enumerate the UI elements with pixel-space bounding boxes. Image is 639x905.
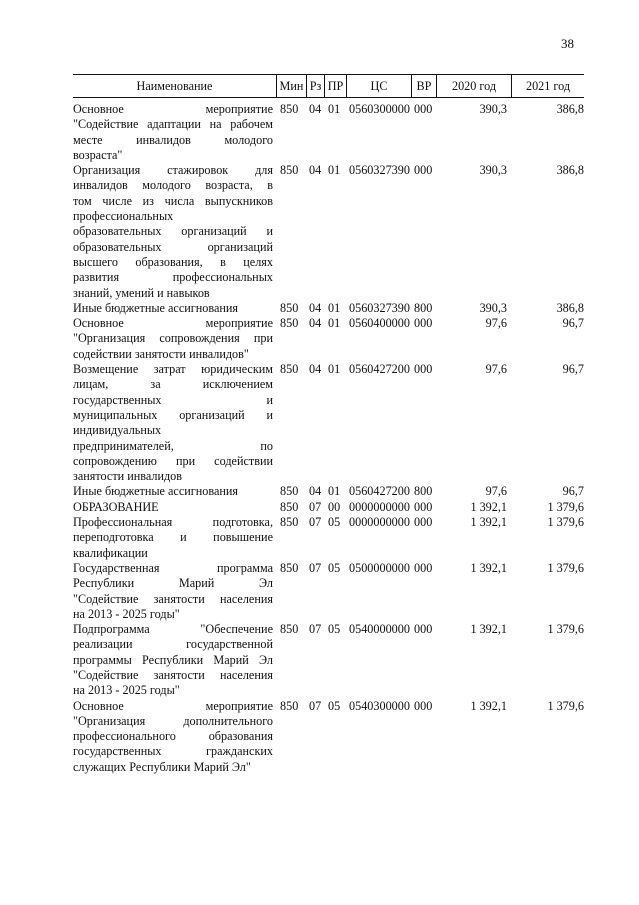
- row-cs: 0560427200: [349, 484, 410, 499]
- row-name-line: сопровождению при содействии: [73, 453, 273, 468]
- row-name: [73, 484, 273, 499]
- row-pr: 05: [328, 622, 341, 637]
- row-min: 850: [280, 499, 299, 514]
- row-name-line: реализации государственной: [73, 637, 273, 652]
- row-2020: 1 392,1: [470, 560, 507, 575]
- row-min: 850: [280, 484, 299, 499]
- row-name-line: на 2013 - 2025 годы": [73, 606, 180, 621]
- row-name-line: Иные бюджетные ассигнования: [73, 300, 239, 315]
- header-2021: 2021 год: [511, 75, 584, 97]
- row-rz: 07: [309, 499, 322, 514]
- row-name-line: развития профессиональных: [73, 270, 273, 285]
- table-row: [73, 163, 584, 301]
- row-name-line: переподготовка и повышение: [73, 530, 273, 545]
- row-rz: 04: [309, 362, 322, 377]
- row-cs: 0540300000: [349, 698, 410, 713]
- row-name-line: государственных и: [73, 392, 273, 407]
- row-2020: 97,6: [485, 484, 507, 499]
- row-name-line: Основное мероприятие: [73, 698, 273, 713]
- row-name-line: Иные бюджетные ассигнования: [73, 484, 239, 499]
- row-vr: 000: [414, 499, 433, 514]
- row-pr: 01: [328, 300, 341, 315]
- row-name-line: инвалидов молодого возраста, в: [73, 178, 273, 193]
- row-min: 850: [280, 102, 299, 116]
- row-pr: 05: [328, 515, 341, 530]
- row-cs: 0560300000: [349, 102, 410, 116]
- row-name-line: Возмещение затрат юридическим: [73, 362, 273, 377]
- row-name-line: "Организация сопровождения при: [73, 331, 273, 346]
- row-name: [73, 500, 273, 515]
- row-name-line: Профессиональная подготовка,: [73, 515, 273, 530]
- table-row: [73, 484, 584, 499]
- row-name: [73, 102, 273, 163]
- row-vr: 800: [414, 300, 433, 315]
- row-2020: 1 392,1: [470, 499, 507, 514]
- page-number: 38: [561, 36, 574, 51]
- row-pr: 05: [328, 698, 341, 713]
- row-rz: 07: [309, 698, 322, 713]
- row-vr: 000: [414, 622, 433, 637]
- row-name-line: индивидуальных: [73, 423, 162, 438]
- row-name-line: на 2013 - 2025 годы": [73, 683, 180, 698]
- row-name-line: высшего образования, в целях: [73, 254, 273, 269]
- row-rz: 04: [309, 316, 322, 331]
- row-name-line: "Организация дополнительного: [73, 713, 273, 728]
- row-name: [73, 316, 273, 362]
- row-pr: 01: [328, 316, 341, 331]
- row-name-line: Организация стажировок для: [73, 163, 273, 178]
- table-row: [73, 561, 584, 622]
- row-2021: 1 379,6: [547, 622, 584, 637]
- table-row: [73, 699, 584, 775]
- row-rz: 04: [309, 102, 322, 116]
- row-pr: 01: [328, 484, 341, 499]
- header-name: Наименование: [136, 79, 213, 93]
- header-2020: 2020 год: [436, 75, 511, 97]
- row-name-line: ОБРАЗОВАНИЕ: [73, 499, 159, 514]
- row-cs: 0560400000: [349, 316, 410, 331]
- row-2020: 97,6: [485, 362, 507, 377]
- table-row: [73, 622, 584, 698]
- row-name-line: Основное мероприятие: [73, 102, 273, 116]
- row-2020: 97,6: [485, 316, 507, 331]
- row-name-line: "Содействие занятости населения: [73, 667, 273, 682]
- row-name-line: Подпрограмма "Обеспечение: [73, 622, 273, 637]
- row-2021: 96,7: [562, 484, 584, 499]
- row-pr: 05: [328, 560, 341, 575]
- row-cs: 0560427200: [349, 362, 410, 377]
- row-2021: 96,7: [562, 316, 584, 331]
- row-rz: 07: [309, 560, 322, 575]
- row-2020: 1 392,1: [470, 515, 507, 530]
- row-name-line: программы Республики Марий Эл: [73, 652, 273, 667]
- row-name-line: муниципальных организаций и: [73, 407, 273, 422]
- table-body: [73, 102, 584, 775]
- table-row: [73, 515, 584, 561]
- row-name-line: лицам, за исключением: [73, 377, 273, 392]
- row-cs: 0000000000: [349, 515, 410, 530]
- row-rz: 04: [309, 163, 322, 178]
- row-min: 850: [280, 560, 299, 575]
- row-2020: 390,3: [479, 300, 507, 315]
- row-2020: 390,3: [479, 102, 507, 116]
- row-2020: 1 392,1: [470, 622, 507, 637]
- row-name-line: Государственная программа: [73, 560, 273, 575]
- table-row: [73, 301, 584, 316]
- row-2021: 1 379,6: [547, 698, 584, 713]
- row-rz: 07: [309, 622, 322, 637]
- row-name-line: содействии занятости инвалидов": [73, 346, 249, 361]
- row-pr: 00: [328, 499, 341, 514]
- row-name-line: образовательных организаций: [73, 239, 273, 254]
- header-pr: ПР: [324, 75, 346, 97]
- row-name-line: профессиональных: [73, 209, 174, 224]
- row-pr: 01: [328, 163, 341, 178]
- table-row: [73, 500, 584, 515]
- row-name: [73, 163, 273, 301]
- row-pr: 01: [328, 362, 341, 377]
- row-name: [73, 301, 273, 316]
- row-2020: 390,3: [479, 163, 507, 178]
- row-vr: 000: [414, 362, 433, 377]
- row-min: 850: [280, 300, 299, 315]
- row-2020: 1 392,1: [470, 698, 507, 713]
- row-name-line: знаний, умений и навыков: [73, 285, 210, 300]
- row-min: 850: [280, 698, 299, 713]
- row-rz: 04: [309, 300, 322, 315]
- row-name: [73, 622, 273, 698]
- row-cs: 0000000000: [349, 499, 410, 514]
- table-row: [73, 316, 584, 362]
- row-name: [73, 515, 273, 561]
- row-cs: 0500000000: [349, 560, 410, 575]
- row-vr: 000: [414, 698, 433, 713]
- row-name: [73, 362, 273, 484]
- row-rz: 07: [309, 515, 322, 530]
- row-min: 850: [280, 622, 299, 637]
- header-min: Мин: [276, 75, 306, 97]
- row-vr: 800: [414, 484, 433, 499]
- row-min: 850: [280, 316, 299, 331]
- row-2021: 1 379,6: [547, 560, 584, 575]
- header-vr: ВР: [411, 75, 436, 97]
- row-vr: 000: [414, 316, 433, 331]
- row-pr: 01: [328, 102, 341, 116]
- row-name-line: служащих Республики Марий Эл": [73, 759, 251, 774]
- row-vr: 000: [414, 560, 433, 575]
- row-name-line: возраста": [73, 147, 123, 162]
- row-cs: 0560327390: [349, 163, 410, 178]
- row-name: [73, 561, 273, 622]
- row-min: 850: [280, 163, 299, 178]
- table-row: [73, 102, 584, 163]
- row-name-line: месте инвалидов молодого: [73, 132, 273, 147]
- row-2021: 386,8: [556, 102, 584, 116]
- header-rz: Рз: [306, 75, 324, 97]
- row-vr: 000: [414, 163, 433, 178]
- row-cs: 0540000000: [349, 622, 410, 637]
- row-2021: 1 379,6: [547, 499, 584, 514]
- row-min: 850: [280, 362, 299, 377]
- row-min: 850: [280, 515, 299, 530]
- row-name-line: Основное мероприятие: [73, 316, 273, 331]
- row-2021: 386,8: [556, 163, 584, 178]
- row-name-line: том числе из числа выпускников: [73, 193, 273, 208]
- row-name-line: "Содействие адаптации на рабочем: [73, 117, 273, 132]
- row-name-line: Республики Марий Эл: [73, 576, 273, 591]
- header-cs: ЦС: [346, 75, 411, 97]
- row-name-line: занятости инвалидов: [73, 469, 183, 484]
- row-2021: 96,7: [562, 362, 584, 377]
- row-2021: 386,8: [556, 300, 584, 315]
- row-name-line: предпринимателей, по: [73, 438, 273, 453]
- row-name-line: государственных гражданских: [73, 744, 273, 759]
- row-name-line: "Содействие занятости населения: [73, 591, 273, 606]
- row-name-line: квалификации: [73, 545, 148, 560]
- row-name-line: образовательных организаций и: [73, 224, 273, 239]
- row-cs: 0560327390: [349, 300, 410, 315]
- table-row: [73, 362, 584, 484]
- table-header: [73, 74, 584, 98]
- row-name: [73, 699, 273, 775]
- row-vr: 000: [414, 515, 433, 530]
- row-rz: 04: [309, 484, 322, 499]
- row-vr: 000: [414, 102, 433, 116]
- row-2021: 1 379,6: [547, 515, 584, 530]
- row-name-line: профессионального образования: [73, 729, 273, 744]
